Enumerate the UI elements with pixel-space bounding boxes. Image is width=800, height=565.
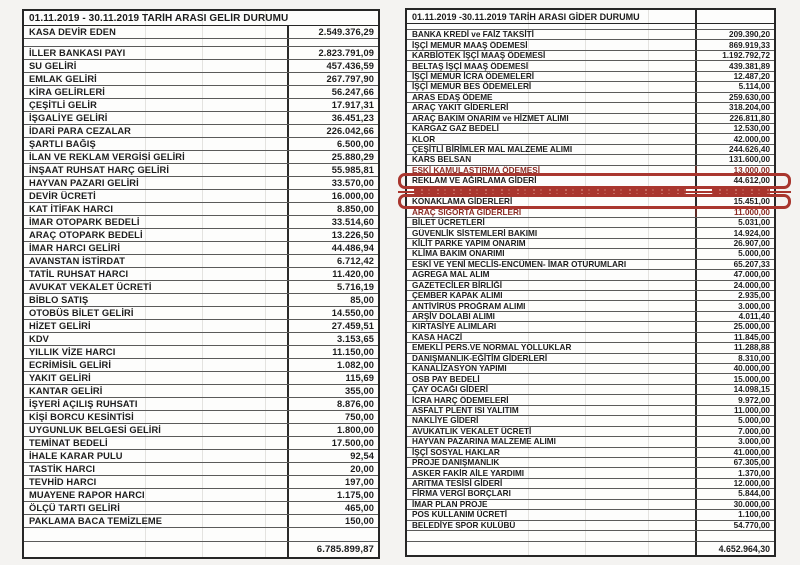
table-row <box>407 448 774 458</box>
table-row <box>24 138 378 151</box>
row-value: 355,00 <box>287 385 378 397</box>
row-value: 11.420,00 <box>287 268 378 280</box>
table-row <box>407 72 774 82</box>
row-label: İMAR PLAN PROJE <box>412 499 488 509</box>
row-label: İŞGALİYE GELİRİ <box>29 113 108 123</box>
row-value: 12.000,00 <box>695 479 774 488</box>
row-value: 55.985,81 <box>287 164 378 176</box>
table-row <box>24 86 378 99</box>
row-value: 1.800,00 <box>287 424 378 436</box>
row-label: ARAÇ OTOPARK BEDELİ <box>29 230 143 240</box>
table-row <box>407 406 774 416</box>
row-label: KLOR <box>412 134 436 144</box>
row-value: 26.907,00 <box>695 239 774 248</box>
row-label: ÇEŞİTLİ GELİR <box>29 100 97 110</box>
expense-header-value-cell <box>695 10 774 23</box>
row-value: 2.549.376,29 <box>287 26 378 38</box>
table-row <box>24 333 378 346</box>
row-value: 25.000,00 <box>695 322 774 331</box>
table-row <box>407 322 774 332</box>
row-label: ÇAY OCAĞI GİDERİ <box>412 385 488 395</box>
row-value: 17.917,31 <box>287 99 378 111</box>
row-label: ASKER FAKİR AİLE YARDIMI <box>412 468 525 478</box>
table-row <box>407 93 774 103</box>
table-row <box>407 40 774 50</box>
row-label: KİRA GELİRLERİ <box>29 87 105 97</box>
row-label: UYGUNLUK BELGESİ GELİRİ <box>29 425 161 435</box>
row-value: 15.000,00 <box>695 374 774 383</box>
row-value: 30.000,00 <box>695 500 774 509</box>
table-row <box>24 411 378 424</box>
row-value: 16.000,00 <box>287 190 378 202</box>
redacted-row <box>407 187 774 197</box>
row-value: 15.451,00 <box>695 197 774 206</box>
table-row <box>407 395 774 405</box>
row-label: HİZET GELİRİ <box>29 321 91 331</box>
table-row <box>407 458 774 468</box>
table-row <box>407 207 774 217</box>
table-row <box>24 281 378 294</box>
row-label: BİLET ÜCRETLERİ <box>412 218 485 228</box>
row-value: 11.288,88 <box>695 343 774 352</box>
row-value: 465,00 <box>287 502 378 514</box>
row-label: KARGAZ GAZ BEDELİ <box>412 124 499 134</box>
row-value: 869.919,33 <box>695 40 774 49</box>
table-row <box>24 489 378 502</box>
row-value: 318.204,00 <box>695 103 774 112</box>
table-row <box>407 500 774 510</box>
row-value: 44.612,00 <box>695 176 774 185</box>
table-row <box>24 502 378 515</box>
row-label: KASA HACZİ <box>412 332 463 342</box>
row-value: 13.000,00 <box>695 166 774 175</box>
row-value: 12.487,20 <box>695 72 774 81</box>
table-row <box>407 145 774 155</box>
row-label: ÇEMBER KAPAK ALIMI <box>412 291 503 301</box>
table-row <box>24 190 378 203</box>
table-row <box>407 134 774 144</box>
income-table-header <box>24 11 378 26</box>
row-value <box>287 528 378 541</box>
table-row <box>24 125 378 138</box>
row-value: 8.876,00 <box>287 398 378 410</box>
row-value <box>695 24 774 29</box>
row-label: İŞÇİ MEMUR BES ÖDEMELERİ <box>412 82 532 92</box>
row-value: 3.000,00 <box>695 301 774 310</box>
row-label: ESKİ KAMULAŞTIRMA ÖDEMESİ <box>412 165 540 175</box>
row-value: 1.192.792,72 <box>695 51 774 60</box>
table-row <box>407 385 774 395</box>
row-value: 92,54 <box>287 450 378 462</box>
row-label: HAYVAN PAZARINA MALZEME ALIMI <box>412 437 556 447</box>
row-label: HAYVAN PAZARI GELİRİ <box>29 178 139 188</box>
table-row <box>407 343 774 353</box>
table-row <box>24 437 378 450</box>
table-row <box>407 249 774 259</box>
row-label: İMAR OTOPARK BEDELİ <box>29 217 140 227</box>
table-row <box>407 479 774 489</box>
row-label: ARAÇ YAKIT GİDERLERİ <box>412 103 509 113</box>
row-label: BİBLO SATIŞ <box>29 295 89 305</box>
table-row <box>24 450 378 463</box>
expense-table-rows <box>407 24 774 542</box>
table-row <box>24 359 378 372</box>
row-label: OTOBÜS BİLET GELİRİ <box>29 308 134 318</box>
row-value <box>287 39 378 46</box>
row-value: 3.153,65 <box>287 333 378 345</box>
row-value: 5.844,00 <box>695 489 774 498</box>
table-row <box>407 82 774 92</box>
table-row <box>24 307 378 320</box>
table-row <box>24 476 378 489</box>
table-row <box>407 364 774 374</box>
highlighted-row <box>407 197 774 207</box>
row-label: ARŞİV DOLABI ALIMI <box>412 312 495 322</box>
table-row <box>407 333 774 343</box>
row-label: İŞÇİ MEMUR İCRA ÖDEMELERİ <box>412 71 535 81</box>
table-row <box>24 463 378 476</box>
table-row <box>407 218 774 228</box>
row-label: DANIŞMANLIK-EĞİTİM GİDERLERİ <box>412 353 548 363</box>
table-row <box>407 416 774 426</box>
row-label: AVUKATLIK VEKALET ÜCRETİ <box>412 426 532 436</box>
row-label: NAKLİYE GİDERİ <box>412 416 479 426</box>
row-value: 11.000,00 <box>695 406 774 415</box>
highlighted-row <box>407 176 774 186</box>
expense-total-value: 4.652.964,30 <box>695 542 774 555</box>
table-row <box>407 51 774 61</box>
table-row <box>407 374 774 384</box>
table-row <box>24 216 378 229</box>
row-value: 36.451,23 <box>287 112 378 124</box>
row-value: 8.310,00 <box>695 354 774 363</box>
row-label: İLLER BANKASI PAYI <box>29 48 126 58</box>
blank-row <box>407 531 774 542</box>
row-value <box>695 187 774 196</box>
row-label: POS KULLANIM ÜCRETİ <box>412 510 508 520</box>
row-value: 1.370,00 <box>695 468 774 477</box>
table-row <box>24 515 378 528</box>
table-row <box>407 30 774 40</box>
row-label: OSB PAY BEDELİ <box>412 374 480 384</box>
row-value: 11.845,00 <box>695 333 774 342</box>
table-row <box>24 151 378 164</box>
table-row <box>407 510 774 520</box>
row-value: 209.390,20 <box>695 30 774 39</box>
row-label: ARAS EDAŞ ÖDEME <box>412 92 493 102</box>
row-label: İCRA HARÇ ÖDEMELERİ <box>412 395 509 405</box>
row-label: YILLIK VİZE HARCI <box>29 347 116 357</box>
row-value: 7.000,00 <box>695 427 774 436</box>
row-label: KDV <box>29 334 49 344</box>
row-label: ESKİ VE YENİ MECLİS-ENCÜMEN- İMAR OTURUMLARI <box>412 259 627 269</box>
table-row <box>407 166 774 176</box>
row-value: 41.000,00 <box>695 448 774 457</box>
expense-table-title: 01.11.2019 -30.11.2019 TARİH ARASI GİDER DURUMU <box>412 11 640 22</box>
table-row <box>24 372 378 385</box>
row-value: 226.042,66 <box>287 125 378 137</box>
row-value: 115,69 <box>287 372 378 384</box>
table-row <box>24 60 378 73</box>
expense-total-row <box>407 542 774 555</box>
table-row <box>24 398 378 411</box>
row-value <box>695 531 774 541</box>
table-row <box>407 228 774 238</box>
row-value: 11.000,00 <box>695 207 774 216</box>
row-value: 1.082,00 <box>287 359 378 371</box>
table-row <box>24 177 378 190</box>
table-row <box>407 312 774 322</box>
row-label: DEVİR ÜCRETİ <box>29 191 96 201</box>
row-label: KASA DEVİR EDEN <box>29 27 116 37</box>
row-value: 131.600,00 <box>695 155 774 164</box>
row-label: MUAYENE RAPOR HARCI <box>29 490 145 500</box>
row-value: 4.011,40 <box>695 312 774 321</box>
table-row <box>407 468 774 478</box>
row-value: 14.098,15 <box>695 385 774 394</box>
table-row <box>24 320 378 333</box>
table-row <box>24 99 378 112</box>
table-row <box>407 61 774 71</box>
row-value: 6.500,00 <box>287 138 378 150</box>
row-label: KONAKLAMA GİDERLERİ <box>412 197 513 207</box>
row-value: 2.823.791,09 <box>287 47 378 59</box>
row-value: 5.031,00 <box>695 218 774 227</box>
income-table-rows <box>24 26 378 542</box>
redaction-marker <box>712 188 770 194</box>
row-value: 47.000,00 <box>695 270 774 279</box>
table-row <box>407 270 774 280</box>
row-value: 5.000,00 <box>695 249 774 258</box>
row-label: KARBİOTEK İŞÇİ MAAŞ ÖDEMESİ <box>412 51 546 61</box>
table-row <box>24 424 378 437</box>
row-value: 5.716,19 <box>287 281 378 293</box>
row-label: KARS BELSAN <box>412 155 472 165</box>
row-label: PROJE DANIŞMANLIK <box>412 458 500 468</box>
row-label: SU GELİRİ <box>29 61 77 71</box>
row-label: KİLİT PARKE YAPIM ONARIM <box>412 238 526 248</box>
row-value: 9.972,00 <box>695 395 774 404</box>
row-label: AGREGA MAL ALIM <box>412 270 490 280</box>
row-label: TATİL RUHSAT HARCI <box>29 269 129 279</box>
row-label: KİŞİ BORCU KESİNTİSİ <box>29 412 134 422</box>
row-value: 1.100,00 <box>695 510 774 519</box>
row-label: AVUKAT VEKALET ÜCRETİ <box>29 282 152 292</box>
row-value: 13.226,50 <box>287 229 378 241</box>
row-value: 85,00 <box>287 294 378 306</box>
row-label: FİRMA VERGİ BORÇLARI <box>412 489 511 499</box>
table-row <box>24 385 378 398</box>
row-value: 65.207,33 <box>695 260 774 269</box>
row-label: KANTAR GELİRİ <box>29 386 103 396</box>
table-row <box>24 112 378 125</box>
row-value: 24.000,00 <box>695 281 774 290</box>
row-value: 11.150,00 <box>287 346 378 358</box>
row-value: 17.500,00 <box>287 437 378 449</box>
row-value: 8.850,00 <box>287 203 378 215</box>
row-value: 244.626,40 <box>695 145 774 154</box>
row-value: 5.114,00 <box>695 82 774 91</box>
table-row <box>24 73 378 86</box>
row-value: 14.550,00 <box>287 307 378 319</box>
row-value: 42.000,00 <box>695 134 774 143</box>
table-row <box>24 229 378 242</box>
row-value: 267.797,90 <box>287 73 378 85</box>
row-label: ARAÇ BAKIM ONARIM ve HİZMET ALIMI <box>412 113 569 123</box>
table-row <box>24 294 378 307</box>
table-row <box>24 346 378 359</box>
table-row <box>24 255 378 268</box>
blank-row <box>24 528 378 542</box>
row-label: İŞÇİ SOSYAL HAKLAR <box>412 447 500 457</box>
row-label: EMLAK GELİRİ <box>29 74 97 84</box>
expense-table-header <box>407 10 774 24</box>
row-value: 33.570,00 <box>287 177 378 189</box>
row-label: ARAÇ SİGORTA GİDERLERİ <box>412 207 522 217</box>
row-value: 3.000,00 <box>695 437 774 446</box>
row-label: ECRİMİSİL GELİRİ <box>29 360 112 370</box>
row-label: İHALE KARAR PULU <box>29 451 123 461</box>
table-row <box>407 437 774 447</box>
table-row <box>24 26 378 39</box>
row-label: İŞYERİ AÇILIŞ RUHSATI <box>29 399 138 409</box>
row-label: REKLAM VE AĞIRLAMA GİDERİ <box>412 176 537 186</box>
row-label: İŞÇİ MEMUR MAAŞ ÖDEMESİ <box>412 40 528 50</box>
row-value: 197,00 <box>287 476 378 488</box>
row-label: TASTİK HARCI <box>29 464 96 474</box>
row-value: 12.530,00 <box>695 124 774 133</box>
row-label: İDARİ PARA CEZALAR <box>29 126 131 136</box>
row-value: 54.770,00 <box>695 521 774 530</box>
row-value: 6.712,42 <box>287 255 378 267</box>
table-row <box>407 427 774 437</box>
table-row <box>407 155 774 165</box>
table-row <box>24 242 378 255</box>
row-label: BANKA KREDİ ve FAİZ TAKSİTİ <box>412 30 534 40</box>
table-row <box>407 260 774 270</box>
row-value: 5.000,00 <box>695 416 774 425</box>
row-value: 40.000,00 <box>695 364 774 373</box>
redaction-marker <box>414 188 686 194</box>
row-label: ANTİVİRÜS PROĞRAM ALIMI <box>412 301 526 311</box>
row-label: İLAN VE REKLAM VERGİSİ GELİRİ <box>29 152 185 162</box>
row-value: 1.175,00 <box>287 489 378 501</box>
table-row <box>24 47 378 60</box>
row-value: 25.880,29 <box>287 151 378 163</box>
blank-row <box>24 39 378 47</box>
table-row <box>407 281 774 291</box>
row-label <box>407 187 695 196</box>
row-label: YAKIT GELİRİ <box>29 373 91 383</box>
row-label: AVANSTAN İSTİRDAT <box>29 256 126 266</box>
table-row <box>407 354 774 364</box>
table-row <box>407 114 774 124</box>
row-label: GAZETECİLER BİRLİĞİ <box>412 280 503 290</box>
income-total-row <box>24 542 378 557</box>
table-row <box>24 268 378 281</box>
row-value: 457.436,59 <box>287 60 378 72</box>
row-label: PAKLAMA BACA TEMİZLEME <box>29 516 163 526</box>
row-label: ASFALT PLENT ISI YALITIM <box>412 405 519 415</box>
row-label: KAT İTİFAK HARCI <box>29 204 114 214</box>
row-label: ARITMA TESİSİ GİDERİ <box>412 479 503 489</box>
income-table <box>22 9 380 559</box>
row-label: ÇEŞİTLİ BİRİMLER MAL MALZEME ALIMI <box>412 145 573 155</box>
table-row <box>407 489 774 499</box>
row-value: 439.381,89 <box>695 61 774 70</box>
row-value: 44.486,94 <box>287 242 378 254</box>
row-label: ÖLÇÜ TARTI GELİRİ <box>29 503 120 513</box>
row-value: 2.935,00 <box>695 291 774 300</box>
row-label: GÜVENLİK SİSTEMLERİ BAKIMI <box>412 228 538 238</box>
table-row <box>24 203 378 216</box>
row-value: 150,00 <box>287 515 378 527</box>
row-value: 27.459,51 <box>287 320 378 332</box>
table-row <box>24 164 378 177</box>
row-label: BELTAŞ İŞÇİ MAAŞ ÖDEMESİ <box>412 61 529 71</box>
expense-table <box>405 8 776 557</box>
table-row <box>407 291 774 301</box>
row-value: 20,00 <box>287 463 378 475</box>
row-label: ŞARTLI BAĞIŞ <box>29 139 96 149</box>
row-label: KIRTASİYE ALIMLARI <box>412 322 497 332</box>
table-row <box>407 124 774 134</box>
table-row <box>407 301 774 311</box>
income-total-value: 6.785.899,87 <box>287 542 378 557</box>
row-label: KANALİZASYON YAPIMI <box>412 364 507 374</box>
row-value: 56.247,66 <box>287 86 378 98</box>
row-value: 750,00 <box>287 411 378 423</box>
table-row <box>407 103 774 113</box>
row-label: TEMİNAT BEDELİ <box>29 438 108 448</box>
table-row <box>407 239 774 249</box>
row-label: KLİMA BAKIM ONARIMI <box>412 249 505 259</box>
row-value: 67.305,00 <box>695 458 774 467</box>
row-label: TEVHİD HARCI <box>29 477 97 487</box>
row-label: İNŞAAT RUHSAT HARÇ GELİRİ <box>29 165 170 175</box>
row-value: 259.630,00 <box>695 93 774 102</box>
row-label: EMEKLİ PERS.VE NORMAL YOLLUKLAR <box>412 343 572 353</box>
table-row <box>407 521 774 531</box>
row-value: 226.811,80 <box>695 114 774 123</box>
income-table-title: 01.11.2019 - 30.11.2019 TARİH ARASI GELİR DURUMU <box>29 12 289 24</box>
row-value: 33.514,60 <box>287 216 378 228</box>
row-label: İMAR HARCI GELİRİ <box>29 243 121 253</box>
row-label: BELEDİYE SPOR KULÜBÜ <box>412 520 516 530</box>
row-value: 14.924,00 <box>695 228 774 237</box>
